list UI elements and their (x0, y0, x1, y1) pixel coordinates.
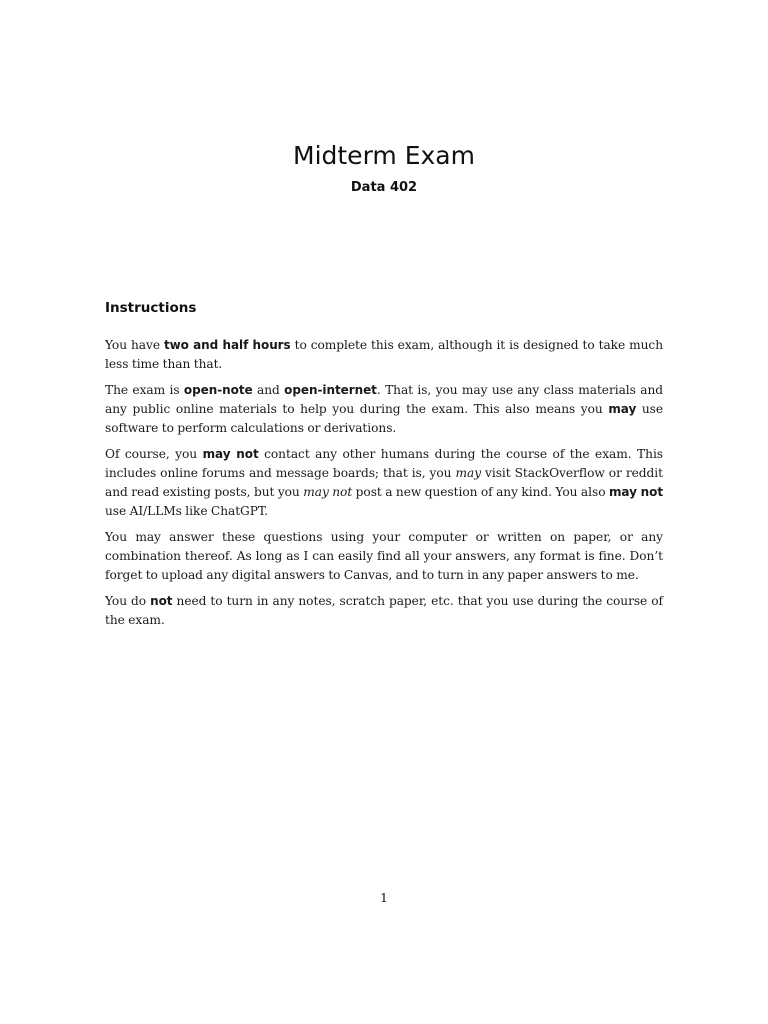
course-subtitle: Data 402 (350, 180, 418, 195)
page-number: 1 (380, 890, 388, 905)
instruction-paragraph: Of course, you may not contact any other humans during the course of the exam. This includes online forums and message boards; that is, you may visit StackOverflow or reddit and read existing posts, but you may not post a new question of any kind. You also may not use AI/LLMs like ChatGPT. (105, 447, 664, 518)
instructions-body (105, 336, 663, 637)
instruction-paragraph: You have two and half hours to complete this exam, although it is designed to take much less time than that. (105, 338, 663, 371)
instruction-paragraph: You do not need to turn in any notes, scratch paper, etc. that you use during the course of the exam. (105, 594, 663, 627)
instruction-paragraph: You may answer these questions using your computer or written on paper, or any combination thereof. As long as I can easily find all your answers, any format is fine. Don’t forget to upload any digital answers to Canvas, and to turn in any paper answers to me. (105, 530, 663, 582)
section-heading-instructions: Instructions (105, 300, 197, 316)
page-title: Midterm Exam (293, 141, 475, 170)
instruction-paragraph: The exam is open-note and open-internet. That is, you may use any class materials and any public online materials to help you during the exam. This also means you may use software to perform calculations or derivations. (105, 383, 663, 435)
